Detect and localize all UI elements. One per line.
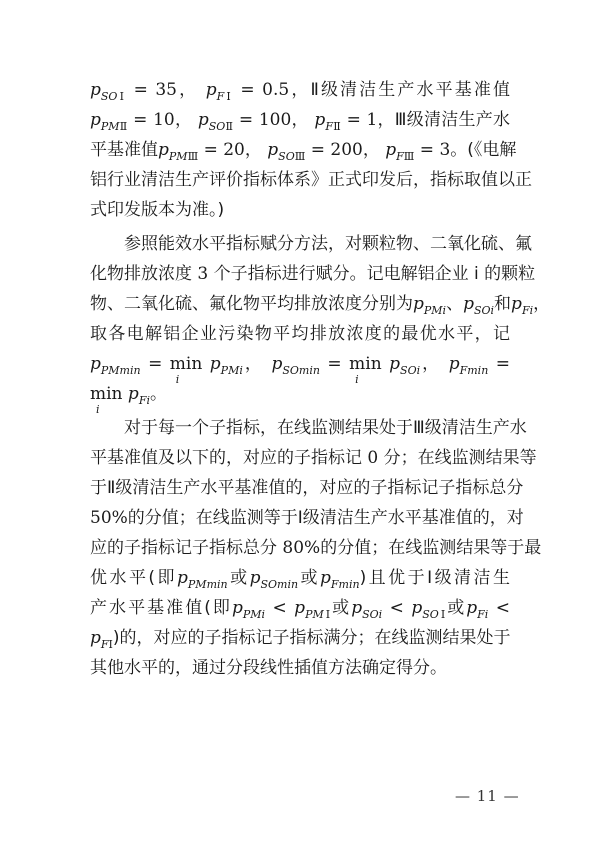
page-number-text: — 11 — bbox=[455, 787, 520, 805]
text-line: $p_{SOⅠ} = 35$， $p_{FⅠ} = 0.5$，Ⅱ级清洁生产水平基准值 bbox=[90, 80, 510, 103]
text-line: $p_{PMmin} = \min$ i $p_{PMi}$， $p_{SOmin} = \min$ i $p_{SOi}$， $p_{Fmin}$ = bbox=[90, 354, 510, 386]
text-line: 铝行业清洁生产评价指标体系》正式印发后，指标取值以正 bbox=[90, 170, 532, 190]
text-line: min i $p_{Fi}$。 bbox=[90, 384, 167, 416]
text-line: 取各电解铝企业污染物平均排放浓度的最优水平，记 bbox=[90, 324, 510, 344]
text-line: 优水平(即$p_{PMmin}$或$p_{SOmin}$或$p_{Fmin}$)且优于Ⅰ级清洁生 bbox=[90, 568, 511, 591]
text-line: 平基准值及以下的，对应的子指标记 0 分；在线监测结果等 bbox=[90, 448, 537, 468]
text-line: 于Ⅱ级清洁生产水平基准值的，对应的子指标记子指标总分 bbox=[90, 478, 524, 498]
text-line: 对于每一个子指标，在线监测结果处于Ⅲ级清洁生产水 bbox=[124, 418, 527, 438]
text-line: 其他水平的，通过分段线性插值方法确定得分。 bbox=[90, 658, 447, 678]
text-line: $p_{FⅠ}$)的，对应的子指标记子指标满分；在线监测结果处于 bbox=[90, 628, 511, 651]
text-line: 产水平基准值(即$p_{PMi} < p_{PMⅠ}$或$p_{SOi} < p_{SOⅠ}$或$p_{Fi}$ < bbox=[90, 598, 511, 621]
text-line: 平基准值$p_{PMⅢ} = 20$， $p_{SOⅢ} = 200$， $p_{FⅢ} = 3$。(《电解 bbox=[90, 140, 517, 163]
text-line: 式印发版本为准。) bbox=[90, 200, 225, 220]
text-line: $p_{PMⅡ} = 10$， $p_{SOⅡ} = 100$， $p_{FⅡ} = 1$，Ⅲ级清洁生产水 bbox=[90, 110, 510, 133]
text-line: 物、二氧化硫、氟化物平均排放浓度分别为$p_{PMi}$、$p_{SOi}$和$p_{Fi}$， bbox=[90, 294, 551, 317]
text-line: 应的子指标记子指标总分 80%的分值；在线监测结果等于最 bbox=[90, 538, 542, 558]
text-line: 参照能效水平指标赋分方法，对颗粒物、二氧化硫、氟 bbox=[124, 234, 532, 254]
text-line: 化物排放浓度 3 个子指标进行赋分。记电解铝企业 i 的颗粒 bbox=[90, 264, 536, 284]
text-line: 50%的分值；在线监测等于Ⅰ级清洁生产水平基准值的，对 bbox=[90, 508, 524, 528]
